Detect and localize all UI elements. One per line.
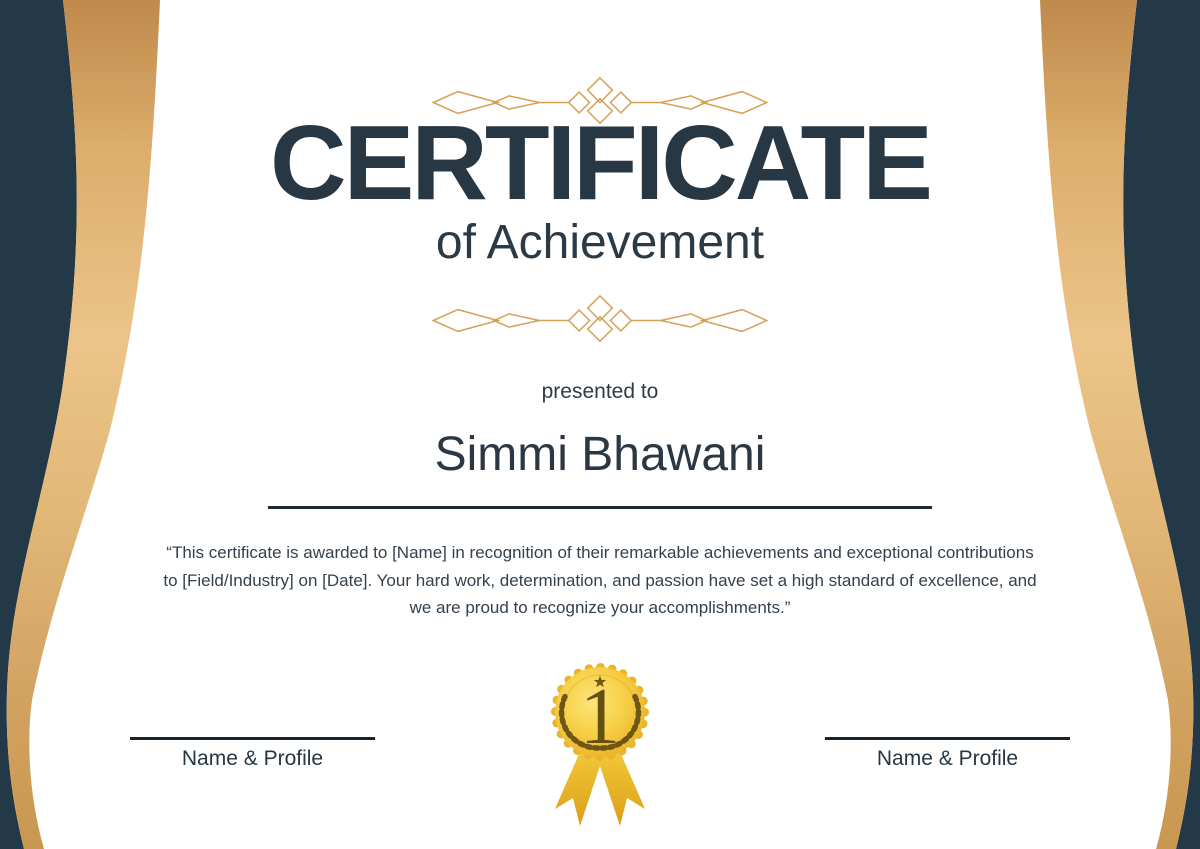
ornament-divider-icon: [420, 290, 780, 351]
recipient-name: Simmi Bhawani: [434, 428, 766, 481]
award-medal-icon: [540, 660, 660, 832]
presented-to-label: presented to: [541, 380, 659, 403]
signature-line: [130, 737, 375, 740]
medal-rank: 1: [580, 673, 620, 761]
signature-line: [825, 737, 1070, 740]
signature-block-left: [130, 737, 375, 771]
signature-block-right: [825, 737, 1070, 771]
description-line: to [Field/Industry] on [Date]. Your hard work, determination, and passion have set a high standard of excellence, and: [163, 570, 1037, 590]
description-line: we are proud to recognize your accomplishments.”: [409, 598, 791, 617]
recipient-name-underline: [268, 506, 932, 509]
signature-label: Name & Profile: [181, 746, 324, 770]
description-line: “This certificate is awarded to [Name] in recognition of their remarkable achievements and exceptional contributions: [166, 543, 1034, 562]
certificate-title: CERTIFICATE: [270, 104, 930, 222]
certificate-description: [0, 539, 1200, 622]
certificate-subtitle: of Achievement: [435, 216, 765, 269]
signature-label: Name & Profile: [876, 746, 1019, 770]
